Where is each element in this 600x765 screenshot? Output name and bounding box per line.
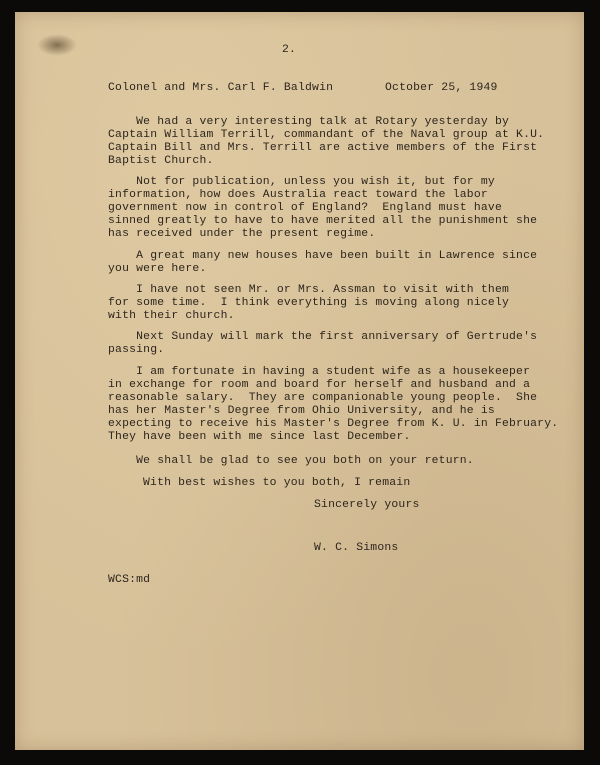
paragraph-6-line-4: has her Master's Degree from Ohio University, and he is bbox=[108, 405, 495, 417]
paragraph-6-line-2: in exchange for room and board for herself and husband and a bbox=[108, 379, 531, 391]
paragraph-1-line-3: Captain Bill and Mrs. Terrill are active members of the First bbox=[108, 142, 538, 154]
sign-off: Sincerely yours bbox=[314, 499, 420, 511]
paragraph-1-line-1: We had a very interesting talk at Rotary yesterday by bbox=[108, 116, 510, 128]
signatory-name: W. C. Simons bbox=[314, 542, 399, 554]
paragraph-6-line-5: expecting to receive his Master's Degree from K. U. in February. bbox=[108, 418, 559, 430]
paragraph-2-line-3: government now in control of England? England must have bbox=[108, 202, 502, 214]
paragraph-7-line-1: We shall be glad to see you both on your return. bbox=[108, 455, 474, 467]
paragraph-1-line-4: Baptist Church. bbox=[108, 155, 214, 167]
paragraph-6-line-3: reasonable salary. They are companionable young people. She bbox=[108, 392, 538, 404]
paragraph-4-line-1: I have not seen Mr. or Mrs. Assman to visit with them bbox=[108, 284, 510, 296]
paragraph-6-line-6: They have been with me since last December. bbox=[108, 431, 411, 443]
page-number: 2. bbox=[282, 44, 297, 56]
paragraph-6-line-1: I am fortunate in having a student wife as a housekeeper bbox=[108, 366, 531, 378]
paragraph-5-line-1: Next Sunday will mark the first anniversary of Gertrude's bbox=[108, 331, 538, 343]
paper-stain bbox=[37, 34, 77, 56]
typist-initials: WCS:md bbox=[108, 574, 151, 586]
addressee-line: Colonel and Mrs. Carl F. Baldwin bbox=[108, 82, 334, 94]
closing-wishes: With best wishes to you both, I remain bbox=[143, 477, 411, 489]
paragraph-2-line-1: Not for publication, unless you wish it, but for my bbox=[108, 176, 495, 188]
paragraph-2-line-5: has received under the present regime. bbox=[108, 228, 376, 240]
paragraph-3-line-1: A great many new houses have been built in Lawrence since bbox=[108, 250, 538, 262]
paragraph-1-line-2: Captain William Terrill, commandant of the Naval group at K.U. bbox=[108, 129, 545, 141]
paragraph-3-line-2: you were here. bbox=[108, 263, 207, 275]
letter-date: October 25, 1949 bbox=[385, 82, 498, 94]
paragraph-4-line-2: for some time. I think everything is moving along nicely bbox=[108, 297, 510, 309]
paragraph-4-line-3: with their church. bbox=[108, 310, 235, 322]
paragraph-2-line-4: sinned greatly to have to have merited all the punishment she bbox=[108, 215, 538, 227]
paragraph-5-line-2: passing. bbox=[108, 344, 165, 356]
paragraph-2-line-2: information, how does Australia react toward the labor bbox=[108, 189, 488, 201]
